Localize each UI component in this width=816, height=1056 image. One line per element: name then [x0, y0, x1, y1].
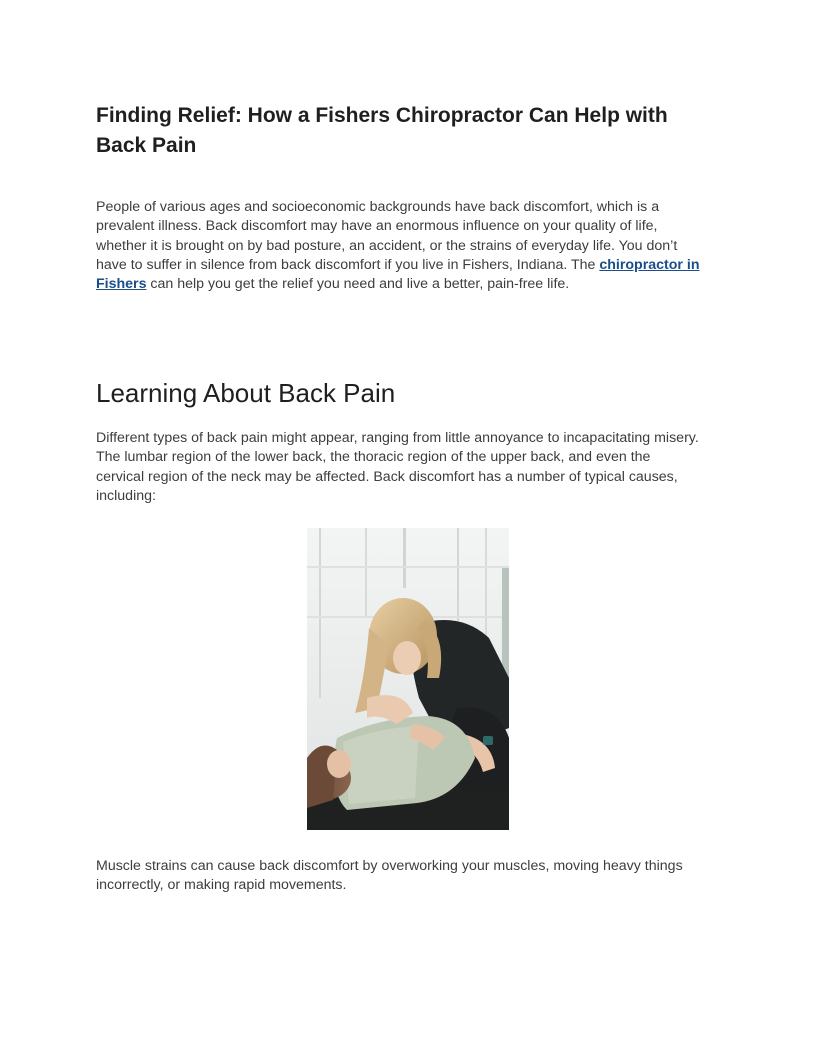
intro-text-end: can help you get the relief you need and live a better, pain-free life.: [146, 276, 570, 293]
section-heading: Learning About Back Pain: [96, 378, 396, 408]
intro-paragraph: [96, 198, 702, 294]
chiropractor-link[interactable]: chiropractor in Fishers: [96, 256, 700, 293]
back-pain-types-paragraph: Different types of back pain might appear, ranging from little annoyance to incapacitating misery. The lumbar region of the lower back, the thoracic region of the upper back, and even the cervical region of the neck may be affected. Back discomfort has a number of typical causes, including:: [96, 430, 699, 504]
chiropractor-photo: [307, 528, 509, 830]
article-title: Finding Relief: How a Fishers Chiropractor Can Help with Back Pain: [96, 104, 668, 157]
chiropractor-treatment-photo-icon: [307, 528, 509, 830]
intro-text-start: People of various ages and socioeconomic backgrounds have back discomfort, which is a prevalent illness. Back discomfort may have an enormous influence on your quality of life, whether it is brought on by bad posture, an accident, or the strains of everyday life. You don’t have to suffer in silence from back discomfort if you live in Fishers, Indiana. The: [96, 199, 678, 273]
muscle-strains-paragraph: Muscle strains can cause back discomfort by overworking your muscles, moving heavy things incorrectly, or making rapid movements.: [96, 858, 683, 894]
